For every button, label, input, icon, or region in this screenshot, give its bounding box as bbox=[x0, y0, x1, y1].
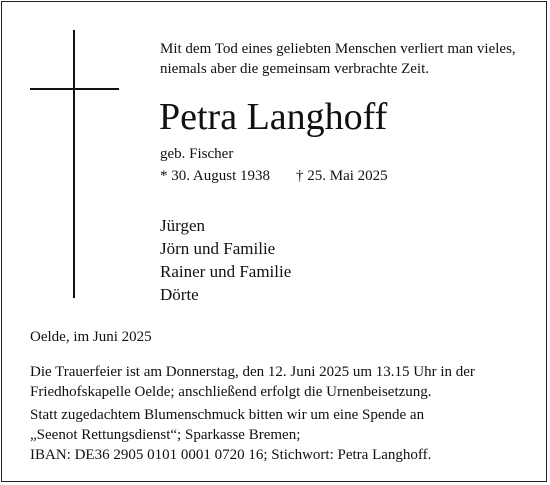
motto bbox=[160, 39, 530, 79]
cross-icon bbox=[73, 30, 75, 298]
death-date: † 25. Mai 2025 bbox=[296, 168, 388, 184]
ceremony-line: Die Trauerfeier ist am Donnerstag, den 12. Juni 2025 um 13.15 Uhr in der bbox=[30, 364, 475, 380]
motto-line: Mit dem Tod eines geliebten Menschen verliert man vieles, bbox=[160, 41, 516, 57]
birth-date: * 30. August 1938 bbox=[160, 168, 271, 184]
birth-name: geb. Fischer bbox=[160, 146, 234, 162]
cross-icon-bar bbox=[30, 88, 119, 90]
donation-line: IBAN: DE36 2905 0101 0001 0720 16; Stichwort: Petra Langhoff. bbox=[30, 447, 432, 463]
mourner: Jürgen bbox=[160, 216, 206, 235]
ceremony-info bbox=[30, 362, 475, 402]
mourner: Rainer und Familie bbox=[160, 262, 292, 281]
donation-line: Statt zugedachtem Blumenschmuck bitten wir um eine Spende an bbox=[30, 407, 425, 423]
mourner: Jörn und Familie bbox=[160, 239, 276, 258]
donation-info bbox=[30, 405, 431, 465]
place-date: Oelde, im Juni 2025 bbox=[30, 329, 152, 345]
ceremony-line: Friedhofskapelle Oelde; anschließend erfolgt die Urnenbeisetzung. bbox=[30, 384, 432, 400]
mourners-list bbox=[160, 214, 291, 306]
life-dates bbox=[160, 167, 388, 185]
donation-line: „Seenot Rettungsdienst“; Sparkasse Bremen; bbox=[30, 427, 301, 443]
mourner: Dörte bbox=[160, 285, 199, 304]
motto-line: niemals aber die gemeinsam verbrachte Zeit. bbox=[160, 61, 430, 77]
deceased-name: Petra Langhoff bbox=[159, 96, 388, 138]
